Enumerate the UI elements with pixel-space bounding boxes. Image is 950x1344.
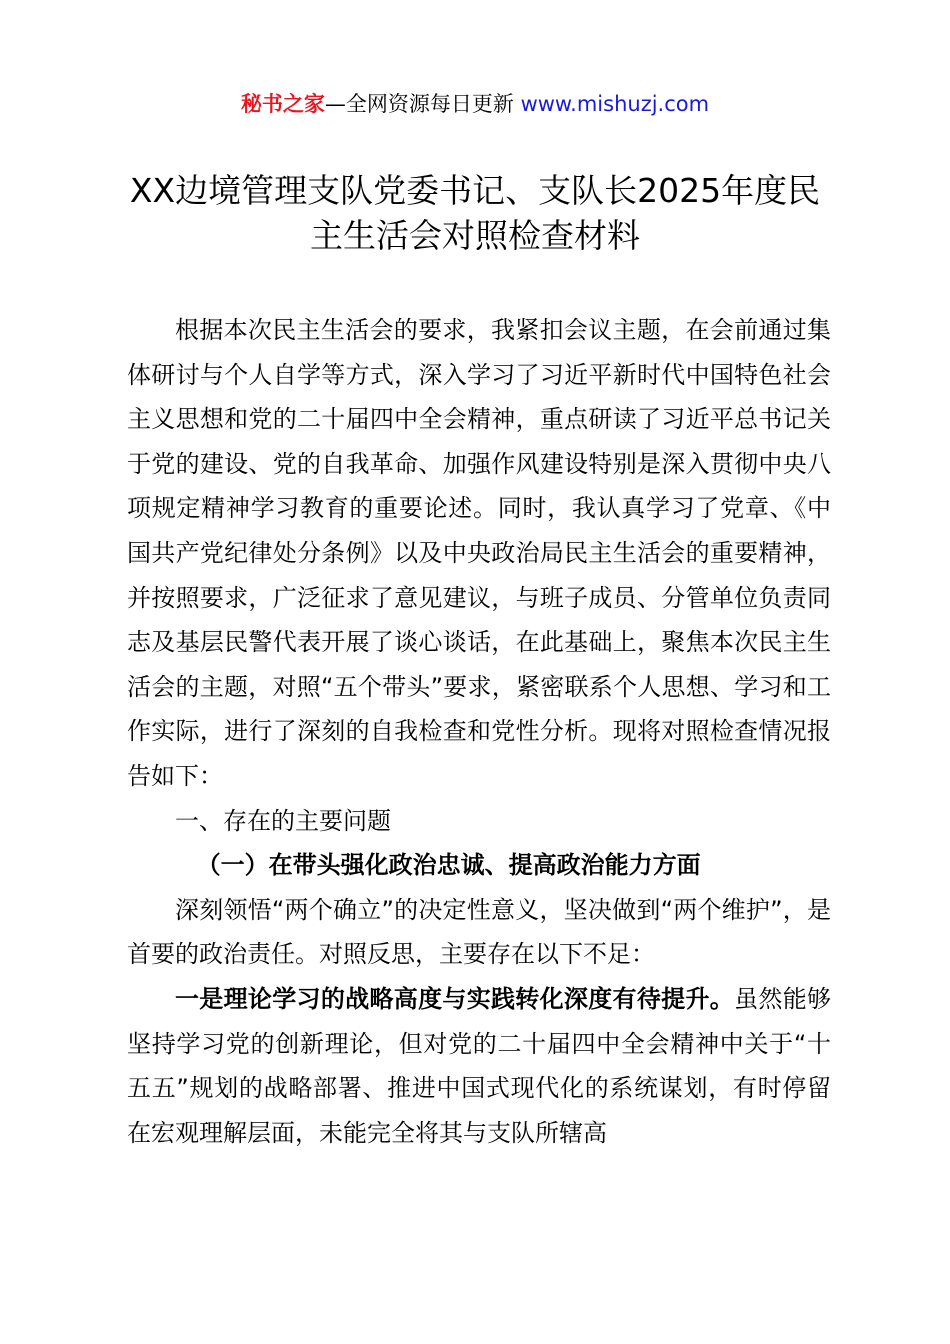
brand-name: 秘书之家	[240, 92, 325, 116]
subsection-intro-paragraph: 深刻领悟“两个确立”的决定性意义，坚决做到“两个维护”，是首要的政治责任。对照反思，主要存在以下不足：	[127, 895, 831, 969]
intro-paragraph: 根据本次民主生活会的要求，我紧扣会议主题，在会前通过集体研讨与个人自学等方式，深入学习了习近平新时代中国特色社会主义思想和党的二十届四中全会精神，重点研读了习近平总书记关于党的建设、党的自我革命、加强作风建设特别是深入贯彻中央八项规定精神学习教育的重要论述。同时，我认真学习了党章、《中国共产党纪律处分条例》以及中央政治局民主生活会的重要精神，并按照要求，广泛征求了意见建议，与班子成员、分管单位负责同志及基层民警代表开展了谈心谈话，在此基础上，聚焦本次民主生活会的主题，对照“五个带头”要求，紧密联系个人思想、学习和工作实际，进行了深刻的自我检查和党性分析。现将对照检查情况报告如下：	[127, 316, 831, 790]
section-heading: 一、存在的主要问题	[175, 806, 391, 835]
site-header-banner	[0, 88, 950, 120]
site-url-link[interactable]: www.mishuzj.com	[520, 92, 710, 116]
document-body	[127, 308, 831, 1155]
point-one-text: 虽然能够坚持学习党的创新理论，但对党的二十届四中全会精神中关于“十五五”规划的战略部署、推进中国式现代化的系统谋划，有时停留在宏观理解层面，未能完全将其与支队所辖高	[127, 984, 832, 1147]
subsection-heading: （一）在带头强化政治忠诚、提高政治能力方面	[196, 851, 701, 880]
point-one-paragraph	[127, 977, 831, 1155]
point-one-lead: 一是理论学习的战略高度与实践转化深度有待提升。	[175, 984, 735, 1013]
header-slogan: —全网资源每日更新	[324, 92, 521, 116]
document-title: XX边境管理支队党委书记、支队长2025年度民主生活会对照检查材料	[129, 171, 821, 255]
